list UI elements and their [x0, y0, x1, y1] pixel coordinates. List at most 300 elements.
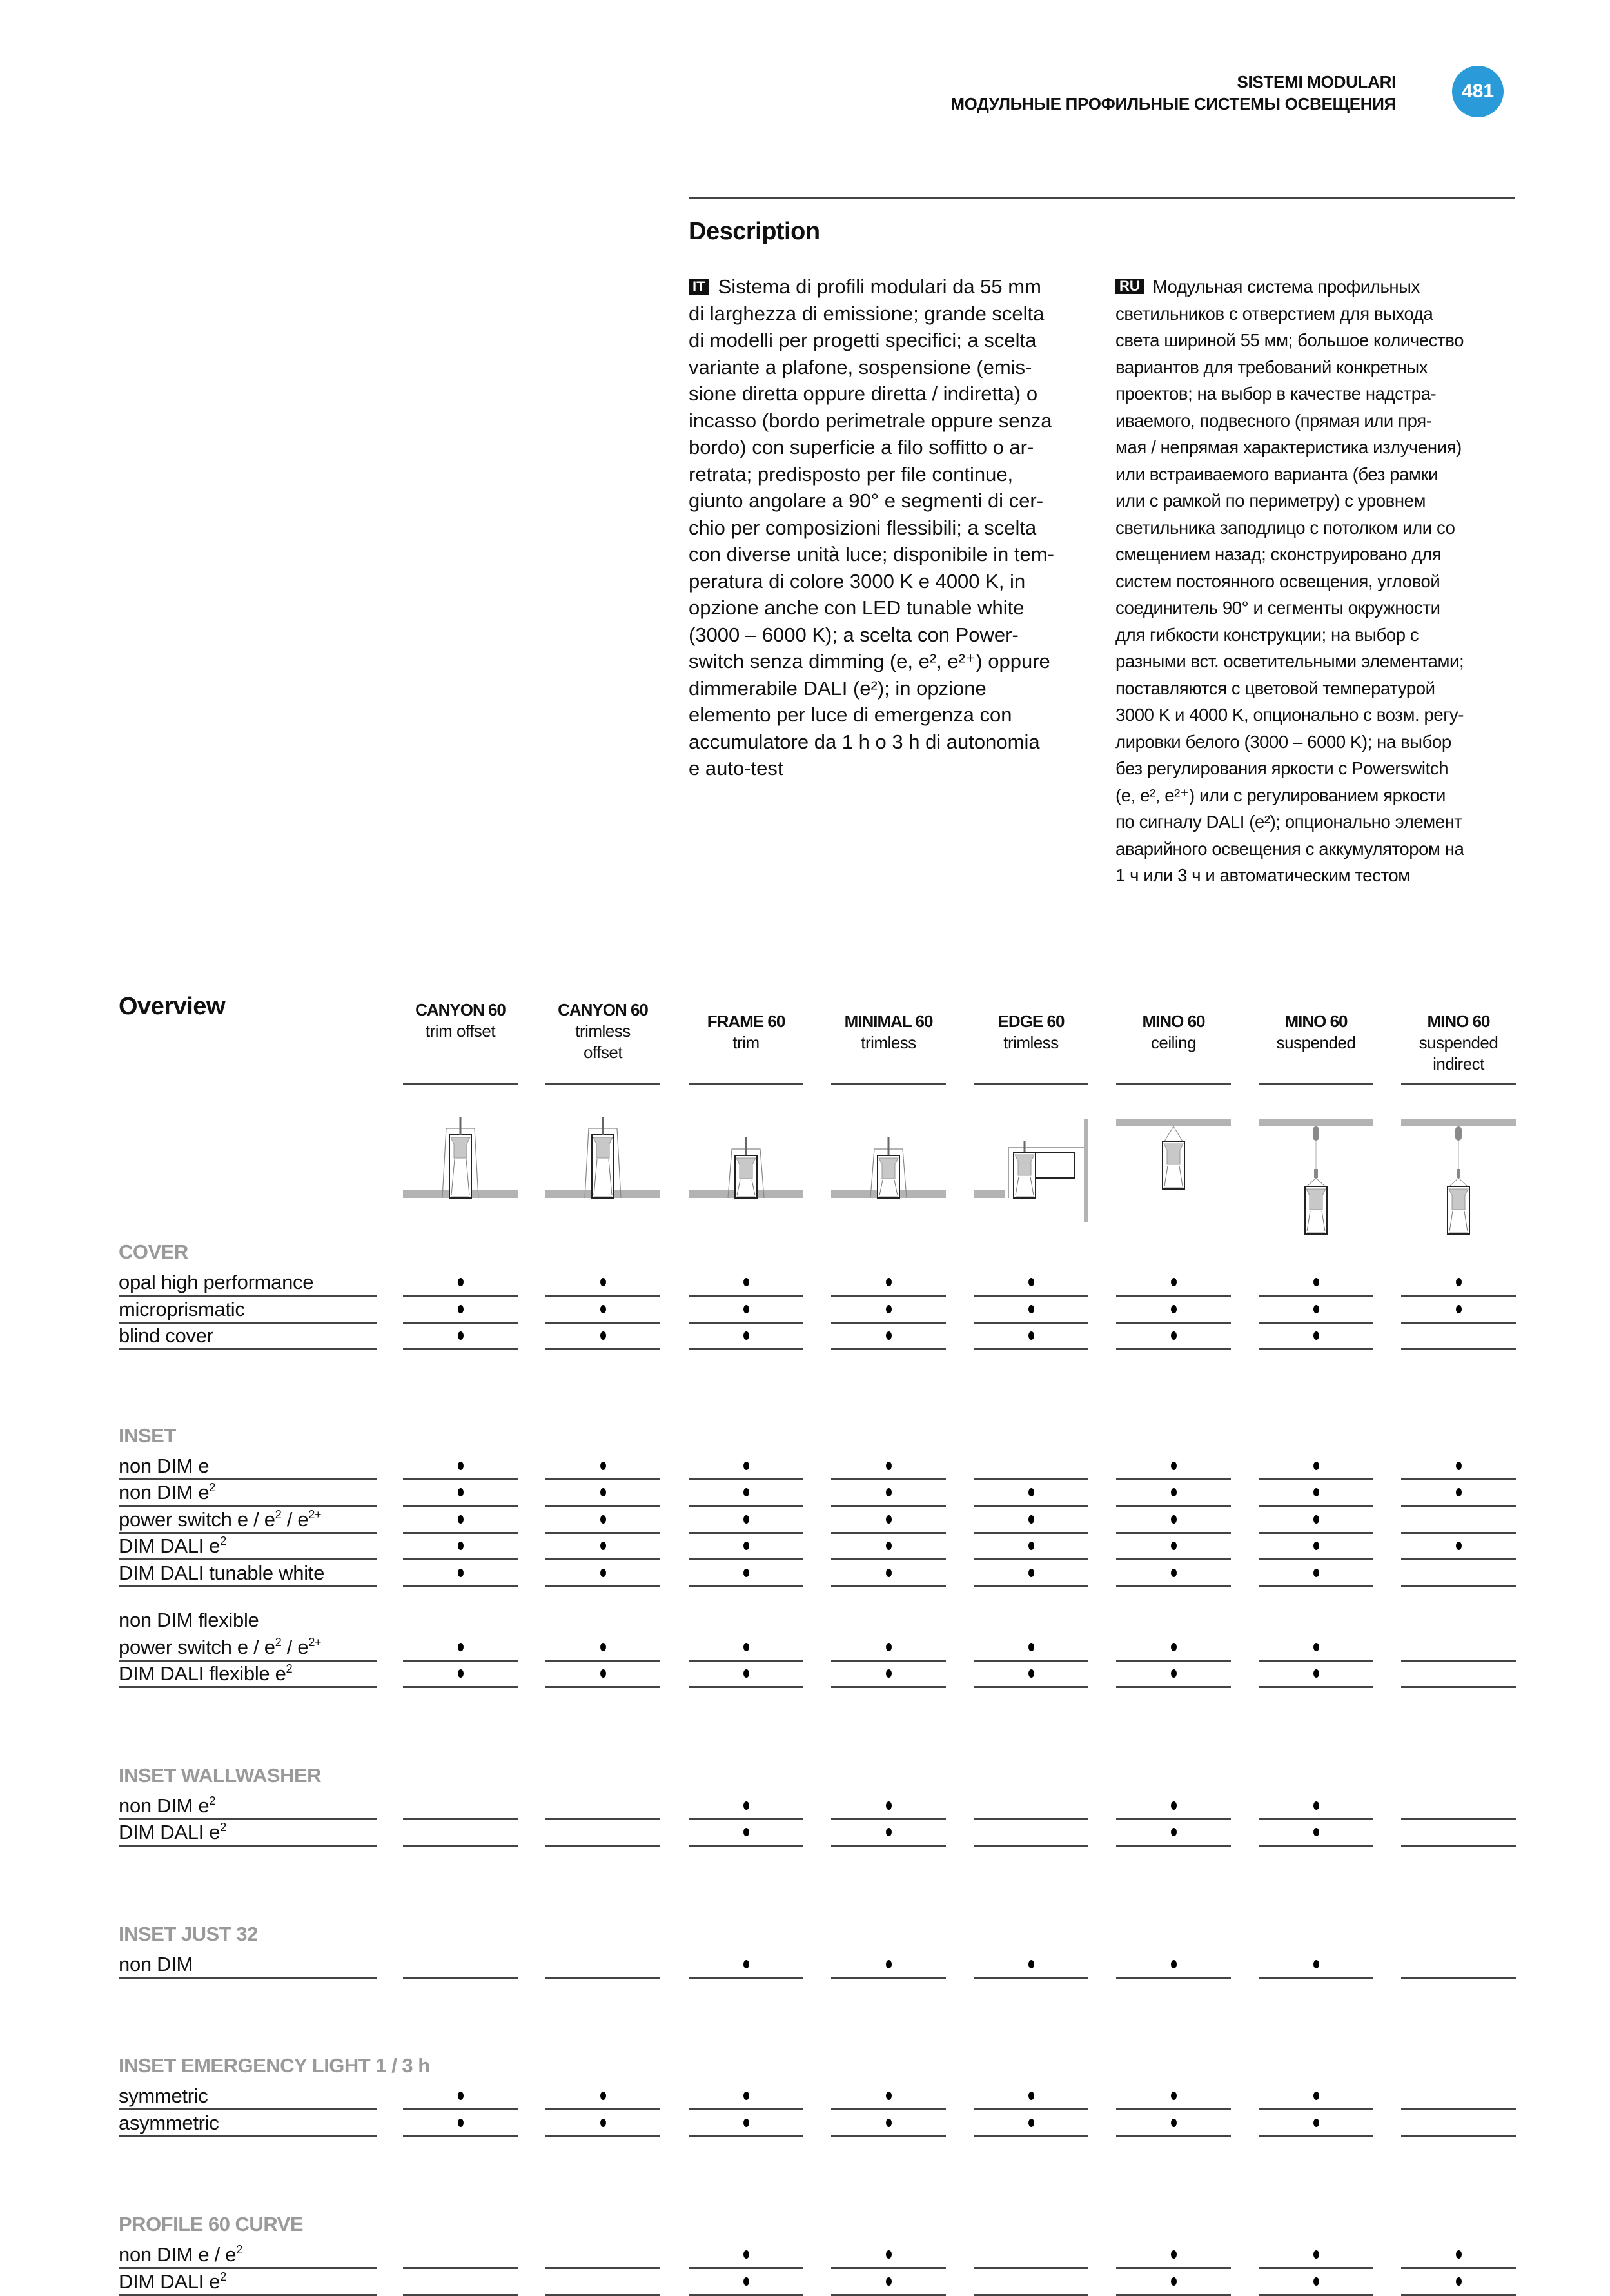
- cell-rule: [1259, 1532, 1373, 1534]
- availability-dot: [458, 1515, 464, 1524]
- availability-dot: [743, 1488, 749, 1496]
- description-line: для гибкости конструкции; на выбор с: [1115, 624, 1419, 645]
- description-line: sione diretta oppure diretta / indiretta) o: [689, 382, 1038, 405]
- cell-rule: [1116, 1818, 1231, 1820]
- description-line-text: Sistema di profili modulari da 55 mm: [718, 275, 1041, 298]
- availability-dot: [1313, 1515, 1319, 1524]
- description-line: retrata; predisposto per file continue,: [689, 462, 1014, 486]
- cell-rule: [831, 1348, 946, 1350]
- availability-dot: [1171, 1278, 1177, 1286]
- availability-dot: [886, 1305, 892, 1313]
- description-line: accumulatore da 1 h o 3 h di autonomia: [689, 730, 1040, 753]
- cell-rule: [974, 1558, 1088, 1560]
- product-variant: trim offset: [425, 1021, 496, 1041]
- availability-dot: [886, 1960, 892, 1968]
- cell-rule: [1401, 1660, 1516, 1662]
- cell-rule: [1116, 2135, 1231, 2137]
- cell-rule: [1259, 1818, 1373, 1820]
- cell-rule: [1259, 1585, 1373, 1587]
- description-line: систем постоянного освещения, угловой: [1115, 571, 1440, 591]
- availability-dot: [1028, 1305, 1034, 1313]
- cell-rule: [1116, 2108, 1231, 2110]
- cell-rule: [974, 1818, 1088, 1820]
- cell-rule: [689, 2108, 803, 2110]
- cell-rule: [974, 1845, 1088, 1847]
- cell-rule: [1401, 1322, 1516, 1324]
- availability-dot: [600, 1669, 606, 1678]
- availability-dot: [1313, 1488, 1319, 1496]
- cell-rule: [545, 1478, 660, 1480]
- description-line: разными вст. осветительными элементами;: [1115, 651, 1464, 671]
- cell-rule: [1259, 1348, 1373, 1350]
- availability-dot: [1313, 2250, 1319, 2259]
- cell-rule: [831, 1295, 946, 1297]
- cell-rule: [1259, 1845, 1373, 1847]
- row-rule: [119, 2135, 377, 2137]
- section-title-ru: МОДУЛЬНЫЕ ПРОФИЛЬНЫЕ СИСТЕМЫ ОСВЕЩЕНИЯ: [950, 94, 1396, 113]
- cell-rule: [689, 1558, 803, 1560]
- cell-rule: [1116, 2294, 1231, 2296]
- row-label: microprismatic: [119, 1297, 245, 1320]
- cell-rule: [1259, 1686, 1373, 1688]
- availability-dot: [743, 1669, 749, 1678]
- availability-dot: [600, 1542, 606, 1550]
- cell-rule: [545, 1818, 660, 1820]
- cell-rule: [831, 1505, 946, 1507]
- availability-dot: [1171, 2092, 1177, 2100]
- availability-dot: [600, 1515, 606, 1524]
- row-label: power switch e / $e^2 / e^{2+}$: [119, 1635, 322, 1658]
- row-label: asymmetric: [119, 2111, 219, 2134]
- cell-rule: [974, 2267, 1088, 2269]
- description-line: elemento per luce di emergenza con: [689, 703, 1012, 726]
- cell-rule: [1259, 1478, 1373, 1480]
- cell-rule: [1116, 1977, 1231, 1979]
- availability-dot: [458, 2092, 464, 2100]
- cell-rule: [689, 1322, 803, 1324]
- cell-rule: [403, 2135, 518, 2137]
- availability-dot: [1171, 1569, 1177, 1577]
- cell-rule: [689, 1660, 803, 1662]
- availability-dot: [886, 1331, 892, 1340]
- product-name: MINO 60: [1142, 1012, 1205, 1031]
- product-name: CANYON 60: [415, 1000, 506, 1019]
- cell-rule: [831, 1818, 946, 1820]
- cell-rule: [974, 1478, 1088, 1480]
- availability-dot: [1171, 1669, 1177, 1678]
- availability-dot: [458, 1278, 464, 1286]
- availability-dot: [458, 1462, 464, 1470]
- availability-dot: [1313, 1569, 1319, 1577]
- product-name: MINO 60: [1284, 1012, 1348, 1031]
- availability-dot: [1028, 2092, 1034, 2100]
- cell-rule: [545, 1558, 660, 1560]
- availability-dot: [886, 1643, 892, 1651]
- cell-rule: [403, 1818, 518, 1820]
- availability-dot: [1028, 1643, 1034, 1651]
- cell-rule: [1401, 1348, 1516, 1350]
- availability-dot: [458, 1331, 464, 1340]
- cell-rule: [403, 2294, 518, 2296]
- row-label: non DIM e / $e^2$: [119, 2243, 242, 2266]
- availability-dot: [600, 2092, 606, 2100]
- cell-rule: [1116, 1478, 1231, 1480]
- availability-dot: [1456, 1278, 1462, 1286]
- availability-dot: [1028, 1960, 1034, 1968]
- cell-rule: [1259, 2108, 1373, 2110]
- cell-rule: [1259, 1322, 1373, 1324]
- availability-dot: [743, 2092, 749, 2100]
- availability-dot: [600, 1331, 606, 1340]
- availability-dot: [1313, 1462, 1319, 1470]
- description-line-text: Модульная система профильных: [1152, 277, 1420, 297]
- cell-rule: [545, 2294, 660, 2296]
- cell-rule: [1401, 1532, 1516, 1534]
- cell-rule: [831, 1478, 946, 1480]
- description-line: светильника заподлицо с потолком или со: [1115, 517, 1455, 538]
- description-line: (e, e², e²⁺) или с регулированием яркости: [1115, 785, 1446, 805]
- cell-rule: [831, 2108, 946, 2110]
- row-label: DIM DALI $e^2$: [119, 1821, 226, 1843]
- cell-rule: [403, 1478, 518, 1480]
- cell-rule: [1401, 1818, 1516, 1820]
- cell-rule: [1259, 1660, 1373, 1662]
- cell-rule: [545, 1686, 660, 1688]
- description-line: вариантов для требований конкретных: [1115, 357, 1428, 377]
- cell-rule: [974, 2108, 1088, 2110]
- availability-dot: [886, 2250, 892, 2259]
- description-line: 1 ч или 3 ч и автоматическим тестом: [1115, 865, 1410, 885]
- row-rule: [119, 1977, 377, 1979]
- availability-dot: [1028, 2119, 1034, 2127]
- availability-dot: [886, 1801, 892, 1810]
- row-rule: [119, 1585, 377, 1587]
- cell-rule: [974, 1660, 1088, 1662]
- description-line: или с рамкой по периметру) с уровнем: [1115, 491, 1426, 511]
- availability-dot: [1171, 1542, 1177, 1550]
- cell-rule: [689, 1295, 803, 1297]
- cell-rule: [1401, 2294, 1516, 2296]
- description-line: света шириной 55 мм; большое количество: [1115, 330, 1464, 350]
- description-line: иваемого, подвесного (прямая или пря-: [1115, 410, 1432, 431]
- description-line: peratura di colore 3000 K e 4000 K, in: [689, 569, 1026, 593]
- cell-rule: [403, 2108, 518, 2110]
- section-heading: COVER: [119, 1241, 188, 1263]
- availability-dot: [1171, 1515, 1177, 1524]
- section-heading: INSET JUST 32: [119, 1922, 258, 1945]
- availability-dot: [743, 1278, 749, 1286]
- cell-rule: [1259, 2294, 1373, 2296]
- cell-rule: [1116, 1558, 1231, 1560]
- cell-rule: [1259, 2267, 1373, 2269]
- availability-dot: [1456, 1462, 1462, 1470]
- availability-dot: [1313, 1828, 1319, 1836]
- availability-dot: [1456, 2277, 1462, 2286]
- availability-dot: [600, 2119, 606, 2127]
- availability-dot: [743, 1643, 749, 1651]
- cell-rule: [689, 1818, 803, 1820]
- cell-rule: [403, 1505, 518, 1507]
- cell-rule: [689, 1348, 803, 1350]
- cell-rule: [403, 1558, 518, 1560]
- cell-rule: [545, 1585, 660, 1587]
- section-title-it: SISTEMI MODULARI: [1237, 72, 1396, 92]
- cell-rule: [403, 1585, 518, 1587]
- availability-dot: [1028, 1488, 1034, 1496]
- cell-rule: [1401, 2135, 1516, 2137]
- description-line: 3000 K и 4000 K, опционально с возм. регу-: [1115, 705, 1464, 725]
- description-line: switch senza dimming (e, e², e²⁺) oppure: [689, 650, 1050, 672]
- availability-dot: [1028, 1278, 1034, 1286]
- availability-dot: [743, 1828, 749, 1836]
- availability-dot: [1171, 2250, 1177, 2259]
- row-label: blind cover: [119, 1324, 213, 1347]
- product-variant: trim: [732, 1033, 760, 1052]
- row-rule: [119, 1686, 377, 1688]
- availability-dot: [743, 2277, 749, 2286]
- row-label: power switch e / $e^2 / e^{2+}$: [119, 1507, 322, 1531]
- description-line: chio per composizioni flessibili; a scelta: [689, 516, 1037, 539]
- cell-rule: [831, 1585, 946, 1587]
- availability-dot: [458, 1669, 464, 1678]
- description-line: variante a plafone, sospensione (emis-: [689, 355, 1032, 378]
- product-variant: suspended: [1276, 1033, 1356, 1052]
- cell-rule: [1401, 2108, 1516, 2110]
- availability-dot: [886, 1515, 892, 1524]
- description-line: di larghezza di emissione; grande scelta: [689, 302, 1045, 325]
- availability-dot: [1313, 2277, 1319, 2286]
- availability-dot: [743, 1515, 749, 1524]
- description-line: лировки белого (3000 – 6000 K); на выбор: [1115, 731, 1451, 752]
- cell-rule: [403, 1686, 518, 1688]
- product-name: CANYON 60: [558, 1000, 648, 1019]
- description-line: (3000 – 6000 K); a scelta con Power-: [689, 623, 1019, 646]
- availability-dot: [1028, 1542, 1034, 1550]
- availability-dot: [1313, 1331, 1319, 1340]
- availability-dot: [458, 1305, 464, 1313]
- description-line: giunto angolare a 90° e segmenti di cer-: [689, 489, 1044, 512]
- cell-rule: [974, 1295, 1088, 1297]
- row-subheading: non DIM flexible: [119, 1609, 259, 1631]
- cell-rule: [1116, 1686, 1231, 1688]
- cell-rule: [689, 1686, 803, 1688]
- cell-rule: [403, 1322, 518, 1324]
- cell-rule: [831, 2135, 946, 2137]
- description-line: или встраиваемого варианта (без рамки: [1115, 464, 1438, 484]
- availability-dot: [458, 1643, 464, 1651]
- cell-rule: [974, 1348, 1088, 1350]
- availability-dot: [1171, 1801, 1177, 1810]
- cell-rule: [689, 2294, 803, 2296]
- availability-dot: [1313, 1801, 1319, 1810]
- cell-rule: [974, 2294, 1088, 2296]
- product-variant: trimless: [861, 1033, 916, 1052]
- row-label: DIM DALI $e^2$: [119, 1535, 226, 1557]
- availability-dot: [1028, 1569, 1034, 1577]
- cell-rule: [689, 1585, 803, 1587]
- availability-dot: [886, 1462, 892, 1470]
- cell-rule: [689, 1845, 803, 1847]
- row-label: DIM DALI $e^2$: [119, 2270, 226, 2293]
- description-line: без регулирования яркости с Powerswitch: [1115, 758, 1449, 778]
- description-line: bordo) con superficie a filo soffitto o ar-: [689, 436, 1034, 458]
- cell-rule: [1116, 1660, 1231, 1662]
- cell-rule: [1116, 2267, 1231, 2269]
- availability-dot: [600, 1488, 606, 1496]
- availability-dot: [600, 1305, 606, 1313]
- page-number-badge: 481: [1452, 66, 1504, 117]
- description-line: смещением назад; сконструировано для: [1115, 544, 1442, 564]
- availability-dot: [743, 1305, 749, 1313]
- availability-dot: [1171, 2119, 1177, 2127]
- row-rule: [119, 1348, 377, 1350]
- availability-dot: [458, 1488, 464, 1496]
- cell-rule: [545, 2135, 660, 2137]
- cell-rule: [545, 1660, 660, 1662]
- cell-rule: [1401, 1295, 1516, 1297]
- availability-dot: [743, 1331, 749, 1340]
- availability-dot: [1456, 2250, 1462, 2259]
- availability-dot: [458, 2119, 464, 2127]
- availability-dot: [886, 1669, 892, 1678]
- cell-rule: [1116, 1505, 1231, 1507]
- description-line: аварийного освещения с аккумулятором на: [1115, 838, 1464, 859]
- cell-rule: [831, 1660, 946, 1662]
- cell-rule: [545, 1322, 660, 1324]
- row-label: non DIM e: [119, 1454, 210, 1477]
- availability-dot: [1171, 1643, 1177, 1651]
- availability-dot: [886, 2092, 892, 2100]
- cell-rule: [1401, 2267, 1516, 2269]
- product-name: MINO 60: [1427, 1012, 1490, 1031]
- cell-rule: [403, 1348, 518, 1350]
- row-label: opal high performance: [119, 1271, 314, 1293]
- availability-dot: [886, 2277, 892, 2286]
- cell-rule: [831, 1322, 946, 1324]
- cell-rule: [1401, 1478, 1516, 1480]
- product-variant: suspended: [1419, 1033, 1498, 1052]
- cell-rule: [545, 2108, 660, 2110]
- availability-dot: [1171, 2277, 1177, 2286]
- cell-rule: [831, 1686, 946, 1688]
- availability-dot: [886, 1569, 892, 1577]
- availability-dot: [600, 1643, 606, 1651]
- availability-dot: [743, 2119, 749, 2127]
- cell-rule: [403, 1660, 518, 1662]
- cell-rule: [403, 1977, 518, 1979]
- availability-dot: [1171, 1462, 1177, 1470]
- description-line: di modelli per progetti specifici; a scelta: [689, 329, 1037, 351]
- row-label: DIM DALI tunable white: [119, 1561, 325, 1584]
- description-line: opzione anche con LED tunable white: [689, 596, 1025, 619]
- cell-rule: [403, 1845, 518, 1847]
- cell-rule: [974, 1686, 1088, 1688]
- availability-dot: [1313, 1278, 1319, 1286]
- availability-dot: [1028, 1669, 1034, 1678]
- availability-dot: [743, 1569, 749, 1577]
- product-variant: ceiling: [1150, 1033, 1197, 1052]
- availability-dot: [458, 1542, 464, 1550]
- availability-dot: [886, 1278, 892, 1286]
- availability-dot: [743, 2250, 749, 2259]
- cell-rule: [1401, 1845, 1516, 1847]
- cell-rule: [689, 2267, 803, 2269]
- cell-rule: [1259, 1558, 1373, 1560]
- product-name: MINIMAL 60: [844, 1012, 933, 1031]
- availability-dot: [743, 1960, 749, 1968]
- overview-heading: Overview: [119, 993, 225, 1020]
- section-heading: INSET WALLWASHER: [119, 1763, 322, 1787]
- description-line: dimmerabile DALI (e²); in opzione: [689, 676, 987, 700]
- availability-dot: [600, 1462, 606, 1470]
- availability-dot: [886, 1828, 892, 1836]
- availability-dot: [743, 1801, 749, 1810]
- row-label: symmetric: [119, 2085, 208, 2107]
- cell-rule: [545, 1532, 660, 1534]
- description-line: проектов; на выбор в качестве надстра-: [1115, 384, 1437, 404]
- availability-dot: [1171, 1305, 1177, 1313]
- description-line: incasso (bordo perimetrale oppure senza: [689, 409, 1052, 432]
- product-variant: indirect: [1433, 1054, 1484, 1074]
- cell-rule: [1401, 1977, 1516, 1979]
- cell-rule: [831, 1977, 946, 1979]
- row-label: non DIM: [119, 1952, 193, 1976]
- availability-dot: [600, 1278, 606, 1286]
- row-label: DIM DALI flexible $e^2$: [119, 1662, 293, 1685]
- product-variant: offset: [583, 1043, 623, 1062]
- product-variant: trimless: [1003, 1033, 1059, 1052]
- cell-rule: [545, 1845, 660, 1847]
- cell-rule: [1401, 1686, 1516, 1688]
- cell-rule: [545, 1295, 660, 1297]
- cell-rule: [974, 1977, 1088, 1979]
- cell-rule: [545, 2267, 660, 2269]
- cell-rule: [1116, 1532, 1231, 1534]
- row-label: non DIM $e^2$: [119, 1794, 216, 1817]
- cell-rule: [831, 1532, 946, 1534]
- cell-rule: [974, 1505, 1088, 1507]
- availability-dot: [1456, 1542, 1462, 1550]
- cell-rule: [689, 1478, 803, 1480]
- section-heading: INSET EMERGENCY LIGHT 1 / 3 h: [119, 2054, 430, 2077]
- description-line: соединитель 90° и сегменты окружности: [1115, 598, 1440, 618]
- description-line: светильников с отверстием для выхода: [1115, 303, 1433, 324]
- description-line: по сигналу DALI (e²); опционально элемент: [1115, 812, 1462, 832]
- availability-dot: [1313, 1669, 1319, 1678]
- cell-rule: [1116, 1322, 1231, 1324]
- availability-dot: [1028, 1331, 1034, 1340]
- availability-dot: [1313, 2092, 1319, 2100]
- cell-rule: [689, 1532, 803, 1534]
- row-label: non DIM $e^2$: [119, 1481, 216, 1504]
- cell-rule: [1259, 1295, 1373, 1297]
- availability-dot: [743, 1462, 749, 1470]
- availability-dot: [1313, 1643, 1319, 1651]
- cell-rule: [831, 2294, 946, 2296]
- product-name: FRAME 60: [707, 1012, 785, 1031]
- availability-dot: [1313, 1305, 1319, 1313]
- description-line: поставляются с цветовой температурой: [1115, 678, 1435, 698]
- availability-dot: [600, 1569, 606, 1577]
- cell-rule: [545, 1977, 660, 1979]
- cell-rule: [1259, 1505, 1373, 1507]
- cell-rule: [545, 1505, 660, 1507]
- cell-rule: [974, 2135, 1088, 2137]
- availability-dot: [1028, 1515, 1034, 1524]
- cell-rule: [1116, 1585, 1231, 1587]
- availability-dot: [1313, 1542, 1319, 1550]
- section-heading: INSET: [119, 1424, 176, 1447]
